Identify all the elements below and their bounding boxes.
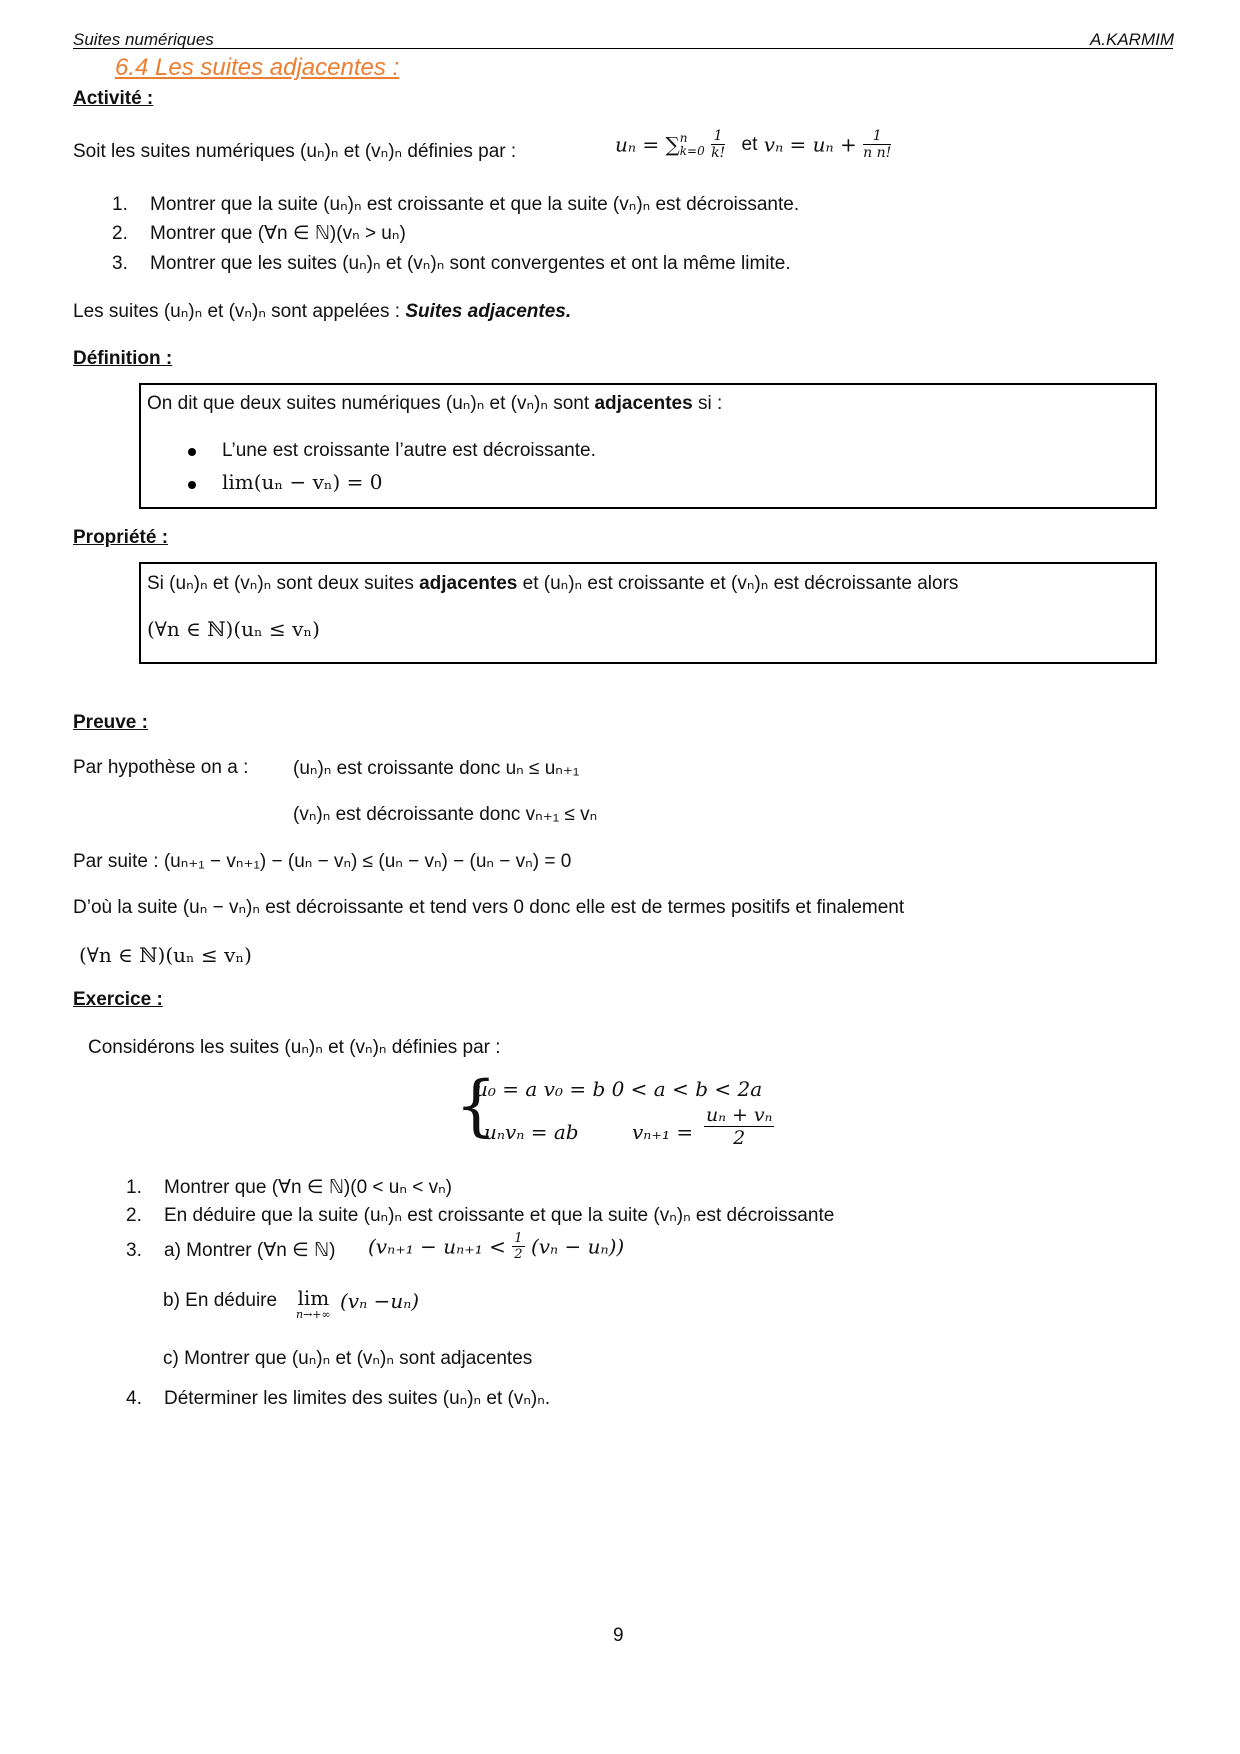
exercice-intro: Considérons les suites (uₙ)ₙ et (vₙ)ₙ définies par : — [88, 1037, 501, 1058]
list-item — [126, 1176, 452, 1199]
activite-intro: Soit les suites numériques (uₙ)ₙ et (vₙ)ₙ définies par : — [73, 141, 517, 162]
item-number: 1. — [126, 1177, 142, 1198]
conclusion-text: Les suites (uₙ)ₙ et (vₙ)ₙ sont appelées : — [73, 301, 401, 322]
activite-heading: Activité : — [73, 88, 154, 109]
def-intro: On dit que deux suites numériques (uₙ)ₙ et (vₙ)ₙ sont — [147, 393, 590, 414]
item3-frac — [512, 1231, 524, 1262]
header-right: A.KARMIM — [1089, 30, 1174, 49]
preuve-line3: Par suite : (uₙ₊₁ − vₙ₊₁) − (uₙ − vₙ) ≤ (uₙ − vₙ) − (uₙ − vₙ) = 0 — [73, 851, 572, 872]
item-number: 1. — [112, 194, 128, 215]
list-item — [126, 1239, 335, 1262]
bullet-text: L’une est croissante l’autre est décroissante. — [222, 440, 596, 461]
activite-formula — [615, 128, 891, 161]
conclusion-bold: Suites adjacentes. — [405, 301, 572, 322]
item3b-expr: (vₙ −uₙ) — [340, 1289, 420, 1313]
bullet-icon — [188, 440, 202, 454]
formula-un: uₙ = ∑ — [615, 132, 680, 157]
preuve-line1: (uₙ)ₙ est croissante donc uₙ ≤ uₙ₊₁ — [293, 758, 580, 779]
item-number: 4. — [126, 1388, 142, 1409]
frac2-den: n n! — [863, 145, 892, 161]
prop-line1-a: Si (uₙ)ₙ et (vₙ)ₙ sont deux suites — [147, 573, 414, 594]
list-item — [112, 222, 406, 245]
formula-frac2 — [863, 128, 891, 161]
item3-math-a: (vₙ₊₁ − uₙ₊₁ < — [368, 1234, 506, 1259]
preuve-label: Par hypothèse on a : — [73, 757, 249, 778]
preuve-line4: D’où la suite (uₙ − vₙ)ₙ est décroissante et tend vers 0 donc elle est de termes positifs et finalement — [73, 897, 905, 918]
definition-bullet — [188, 440, 596, 462]
prop-bold: adjacentes — [419, 573, 518, 594]
def-intro-end: si : — [697, 393, 723, 414]
item3b-label: b) En déduire — [163, 1290, 278, 1311]
prop-line1-b: et (uₙ)ₙ est croissante et (vₙ)ₙ est décroissante alors — [522, 573, 959, 594]
frac2-num: 1 — [863, 128, 891, 145]
formula-frac1 — [711, 128, 725, 161]
activite-conclusion — [73, 300, 571, 323]
frac1-den: k! — [711, 145, 726, 161]
page-number: 9 — [613, 1625, 624, 1646]
item3c: c) Montrer que (uₙ)ₙ et (vₙ)ₙ sont adjacentes — [163, 1348, 533, 1369]
item3b-lim — [296, 1287, 331, 1321]
list-item — [112, 193, 799, 216]
list-item — [126, 1387, 550, 1410]
lim-text: lim — [297, 1286, 330, 1310]
system-frac-num: uₙ + vₙ — [706, 1104, 773, 1126]
item-text: Montrer que (∀n ∈ ℕ)(vₙ > uₙ) — [150, 223, 406, 244]
system-line1: u₀ = a v₀ = b 0 < a < b < 2a — [475, 1077, 763, 1101]
system-frac-den: 2 — [733, 1127, 746, 1149]
item-number: 3. — [112, 253, 128, 274]
header-rule — [73, 48, 1173, 49]
item3-frac-num: 1 — [514, 1231, 523, 1246]
formula-vn: vₙ = uₙ + — [763, 132, 857, 157]
sum-top: n — [679, 130, 688, 145]
item-text: Montrer que les suites (uₙ)ₙ et (vₙ)ₙ sont convergentes et ont la même limite. — [150, 253, 791, 274]
item-text: Déterminer les limites des suites (uₙ)ₙ et (vₙ)ₙ. — [164, 1388, 551, 1409]
bullet-icon — [188, 473, 202, 487]
definition-intro — [147, 392, 722, 415]
formula-and: et — [741, 133, 758, 155]
list-item — [126, 1204, 834, 1227]
item-number: 2. — [112, 223, 128, 244]
item-text: Montrer que la suite (uₙ)ₙ est croissante et que la suite (vₙ)ₙ est décroissante. — [150, 194, 800, 215]
definition-bullet — [188, 470, 383, 495]
item3-math-b: (vₙ − uₙ)) — [530, 1234, 625, 1259]
exercice-heading: Exercice : — [73, 989, 163, 1010]
sum-bottom: k=0 — [679, 143, 705, 158]
section-title: 6.4 Les suites adjacentes : — [115, 54, 400, 81]
preuve-line2: (vₙ)ₙ est décroissante donc vₙ₊₁ ≤ vₙ — [293, 804, 598, 825]
item3-frac-den: 2 — [514, 1247, 523, 1262]
bullet-text: lim(uₙ − vₙ) = 0 — [222, 470, 383, 494]
propriete-line2: (∀n ∈ ℕ)(uₙ ≤ vₙ) — [147, 617, 320, 641]
preuve-heading: Preuve : — [73, 712, 148, 733]
propriete-heading: Propriété : — [73, 527, 169, 548]
preuve-line5: (∀n ∈ ℕ)(uₙ ≤ vₙ) — [79, 943, 252, 967]
system-line2-left: uₙvₙ = ab — [484, 1120, 579, 1144]
system-fraction — [704, 1104, 774, 1149]
item3-math — [368, 1231, 624, 1262]
system-brace: { — [455, 1067, 497, 1144]
frac1-num: 1 — [711, 128, 725, 145]
item-number: 2. — [126, 1205, 142, 1226]
definition-heading: Définition : — [73, 348, 173, 369]
def-bold: adjacentes — [594, 393, 693, 414]
lim-sub: n→+∞ — [296, 1308, 331, 1321]
list-item — [112, 252, 791, 275]
system-line2-mid: vₙ₊₁ = — [632, 1120, 694, 1144]
header-left: Suites numériques — [73, 30, 214, 49]
propriete-line1 — [147, 572, 958, 595]
item-number: 3. — [126, 1240, 142, 1261]
item-text: a) Montrer (∀n ∈ ℕ) — [164, 1240, 336, 1261]
item-text: En déduire que la suite (uₙ)ₙ est croissante et que la suite (vₙ)ₙ est décroissante — [164, 1205, 835, 1226]
item-text: Montrer que (∀n ∈ ℕ)(0 < uₙ < vₙ) — [164, 1177, 452, 1198]
